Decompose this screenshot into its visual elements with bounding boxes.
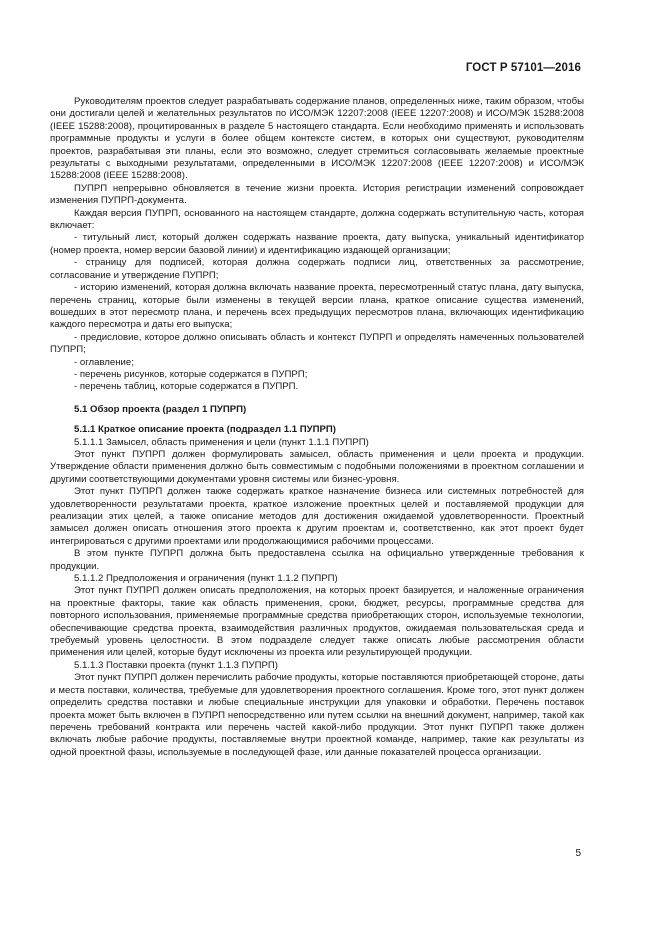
list-item-tables: - перечень таблиц, которые содержатся в ПУПРП. — [74, 381, 299, 393]
clause-title-assumptions: 5.1.1.2 Предположения и ограничения (пункт 1.1.2 ПУПРП) — [74, 573, 338, 585]
document-body — [50, 96, 584, 759]
page-number: 5 — [575, 848, 581, 859]
section-heading: 5.1 Обзор проекта (раздел 1 ПУПРП) — [74, 403, 247, 415]
list-item-title-page: - титульный лист, который должен содержать название проекта, дату выпуска, уникальный идентификатор (номер проекта, номер версии базовой линии) и идентификацию издающей организации; — [50, 232, 584, 256]
list-item-figures: - перечень рисунков, которые содержатся в ПУПРП; — [74, 368, 308, 380]
paragraph-updates: ПУПРП непрерывно обновляется в течение жизни проекта. История регистрации изменений сопровождает изменения ПУПРП-документа. — [50, 182, 584, 207]
clause-deliverables-p1: Этот пункт ПУПРП должен перечислить рабочие продукты, которые поставляются приобретающей стороне, даты и места поставки, количества, требуемые для удовлетворения проектного соглашения. Кроме того, этот пункт должен определить средства поставки и любые специальные инструкции для упаковки и обработки. Перечень поставок проекта может быть включен в ПУПРП непосредственно или путем ссылки на внешний документ, например, такой как перечень требований контракта или перечень частей какой-либо продукции. Этот пункт ПУПРП также должен включать любые рабочие продукты, поставляемые внутри проектной команде, например, такие как результаты из одной проектной фазы, используемые в последующей фазе, или данные показателей процесса организации. — [50, 672, 584, 758]
list-item-change-history: - историю изменений, которая должна включать название проекта, пересмотренный статус плана, дату выпуска, перечень страниц, которые были изменены в текущей версии плана, краткое описание существа изменений, вошедших в этот пересмотр плана, и перечень всех предыдущих пересмотров плана, включающих идентификацию каждого пересмотра и даты его выпуска; — [50, 282, 584, 331]
subsection-heading: 5.1.1 Краткое описание проекта (подраздел 1.1 ПУПРП) — [74, 424, 337, 436]
paragraph-versions: Каждая версия ПУПРП, основанного на настоящем стандарте, должна содержать вступительную часть, которая включает: — [50, 207, 584, 232]
clause-title-purpose: 5.1.1.1 Замысел, область применения и цели (пункт 1.1.1 ПУПРП) — [74, 436, 369, 448]
list-item-preface: - предисловие, которое должно описывать область и контекст ПУПРП и определять намеченных пользователей ПУПРП; — [50, 331, 584, 356]
clause-assumptions-p1: Этот пункт ПУПРП должен описать предположения, на которых проект базируется, и наложенные ограничения на проектные факторы, такие как область применения, сроки, бюджет, ресурсы, программные средства для повторного использования, применяемые программные средства приобретающих сторон, используемые технологии, обеспечивающие средства проекта, взаимодействия различных продуктов, ожидаемая пользовательская среда и требуемый уровень целостности. В этом подразделе следует также описать любые рассмотрения области применения или целей, которые будут исключены из проекта или результирующей продукции. — [50, 585, 584, 659]
clause-purpose-p3: В этом пункте ПУПРП должна быть предоставлена ссылка на официально утвержденные требования к продукции. — [50, 548, 584, 572]
clause-title-deliverables: 5.1.1.3 Поставки проекта (пункт 1.1.3 ПУПРП) — [74, 659, 278, 671]
list-item-signature-page: - страницу для подписей, которая должна содержать подписи лиц, ответственных за рассмотрение, согласование и утверждение ПУПРП; — [50, 257, 584, 281]
clause-purpose-p2: Этот пункт ПУПРП должен также содержать краткое назначение бизнеса или системных потребностей для удовлетворенности результатами проекта, краткое изложение проектных целей и поставляемой продукции для реализации этих целей, а также описание методов для достижения ожидаемой удовлетворенности. Проектный замысел должен описать отношения этого проекта к другим проектам и, соответственно, как этот проект будет интегрироваться с другими проектами или продолжающимися рабочими процессами. — [50, 486, 584, 547]
paragraph-intro: Руководителям проектов следует разрабатывать содержание планов, определенных ниже, таким образом, чтобы они достигали целей и желательных результатов по ИСО/МЭК 12207:2008 (IEEE 12207:2008) и ИСО/МЭК 15288:2008 (IEEE 15288:2008), процитированных в разделе 5 настоящего стандарта. Если необходимо применять и использовать программные продукты и услуги в более общем контексте систем, в которых они существуют, руководителям проектов, разрабатывая эти планы, если это возможно, следует стремиться согласовывать желаемые проектные результаты с выходными результатами, определенными в ИСО/МЭК 12207:2008 (IEEE 12207:2008) и ИСО/МЭК 15288:2008 (IEEE 15288:2008). — [50, 96, 584, 182]
list-item-contents: - оглавление; — [74, 356, 134, 368]
clause-purpose-p1: Этот пункт ПУПРП должен формулировать замысел, область применения и цели проекта и продукции. Утверждение области применения должно быть совместимым с подобными положениями в проектном соглашении и другими соответствующими документами уровня системы или бизнес-уровня. — [50, 448, 584, 485]
standard-header: ГОСТ Р 57101—2016 — [465, 62, 581, 74]
